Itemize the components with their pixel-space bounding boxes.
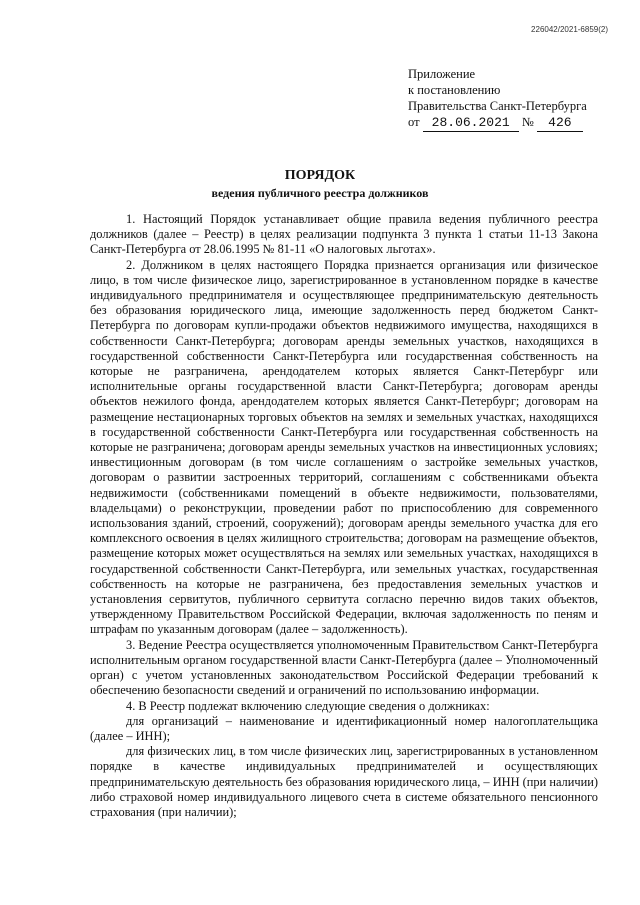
paragraph-1: 1. Настоящий Порядок устанавливает общие правила ведения публичного реестра должников (далее – Реестр) в целях реализации подпункта 3 пункта 1 статьи 11-13 Закона Санкт-Петербурга от 28.06.1995 № 81-11 «О налоговых льготах». [90,212,598,257]
document-subtitle: ведения публичного реестра должников [211,186,429,200]
from-label: от [408,115,420,129]
paragraph-3: 3. Ведение Реестра осуществляется уполномоченным Правительством Санкт-Петербурга исполнительным органом государственной власти Санкт-Петербурга (далее – Уполномоченный орган) с учетом установленных законодательством Российской Федерации требований к обеспечению безопасности сведений и ограничений по использованию информации. [90,637,598,698]
appendix-block [408,66,587,132]
resolution-number: 426 [537,115,583,132]
paragraph-4: 4. В Реестр подлежат включению следующие сведения о должниках: [126,698,490,713]
paragraph-4-individuals: для физических лиц, в том числе физических лиц, зарегистрированных в установленном порядке в качестве индивидуальных предпринимателей и осуществляющих предпринимательскую деятельность без образования юридического лица, – ИНН (при наличии) либо страховой номер индивидуального лицевого счета в системе обязательного пенсионного страхования (при наличии); [90,744,598,819]
paragraph-2: 2. Должником в целях настоящего Порядка признается организация или физическое лицо, в том числе физическое лицо, зарегистрированное в установленном порядке в качестве индивидуального предпринимателя и осуществляющее предпринимательскую деятельность без образования юридического лица, имеющие задолженность перед бюджетом Санкт-Петербурга по договорам купли-продажи объектов недвижимого имущества, находящихся в собственности Санкт-Петербурга; договорам аренды земельных участков, находящихся в государственной собственности Санкт-Петербурга или государственная собственность на которые не разграничена, арендодателем которых является Санкт-Петербург или исполнительные органы государственной власти Санкт-Петербурга; договорам аренды объектов нежилого фонда, арендодателем которых является Санкт-Петербург; договорам на размещение нестационарных торговых объектов на землях и земельных участках, находящихся в государственной собственности Санкт-Петербурга или государственная собственность на которые не разграничена; договорам аренды земельных участков на инвестиционных условиях; инвестиционным договорам (в том числе соглашениям о застройке земельных участков, договорам о развитии застроенных территорий, соглашениям с собственниками объекта недвижимости (собственниками помещений в объекте недвижимости, пользователями, владельцами) о реконструкции, проведении работ по приспособлению для современного использования зданий, строений, сооружений); договорам аренды земельного участка для его комплексного освоения в целях жилищного строительства; договорам на размещение объектов, размещение которых может осуществляться на землях или земельных участках, находящихся в государственной собственности Санкт-Петербурга, или земельных участках, государственная собственность на которые не разграничена, без предоставления земельных участков и установления сервитутов, публичного сервитута согласно перечню видов таких объектов, утвержденному Правительством Российской Федерации, включая задолженность по пеням и штрафам по указанным договорам (далее – задолженность). [90,257,598,637]
number-label: № [521,115,534,129]
appendix-line-2: к постановлению [408,83,501,97]
document-body [90,212,598,820]
appendix-line-3: Правительства Санкт-Петербурга [408,99,587,113]
resolution-date: 28.06.2021 [423,115,519,132]
appendix-date-number-line [408,114,587,132]
document-registration-number: 226042/2021-6859(2) [531,25,608,34]
appendix-line-1: Приложение [408,67,476,81]
document-title: ПОРЯДОК [284,168,356,183]
paragraph-4-organizations: для организаций – наименование и идентификационный номер налогоплательщика (далее – ИНН); [90,713,598,743]
